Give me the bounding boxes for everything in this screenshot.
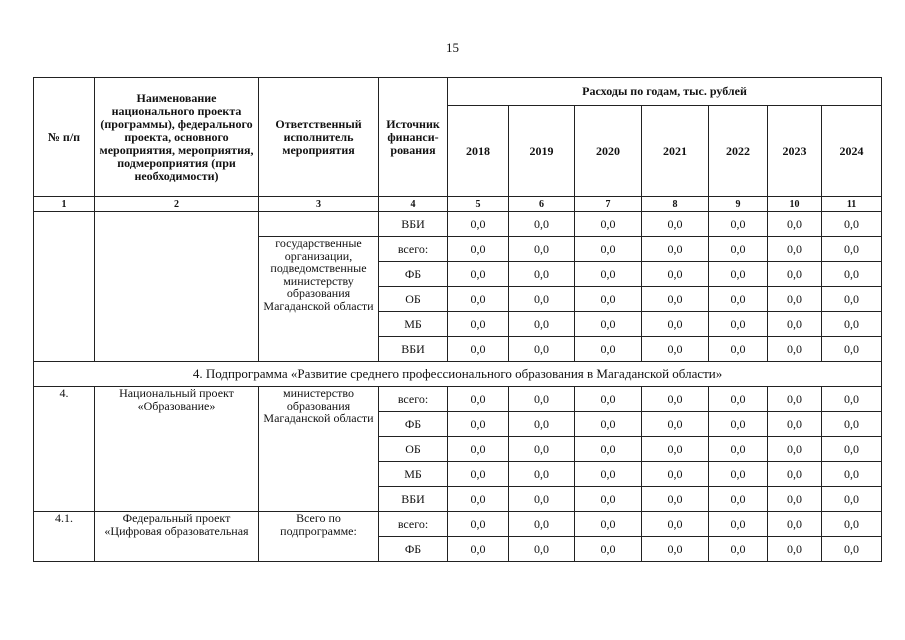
cell-value: 0,0 — [448, 312, 509, 337]
cell-source: ФБ — [379, 412, 448, 437]
cell-number-empty — [34, 212, 95, 362]
cell-value: 0,0 — [642, 487, 709, 512]
cell-value: 0,0 — [822, 512, 882, 537]
cell-value: 0,0 — [709, 512, 768, 537]
cell-value: 0,0 — [575, 437, 642, 462]
cell-value: 0,0 — [768, 412, 822, 437]
cell-value: 0,0 — [822, 537, 882, 562]
cell-value: 0,0 — [509, 312, 575, 337]
cell-value: 0,0 — [509, 437, 575, 462]
cell-value: 0,0 — [768, 537, 822, 562]
cell-value: 0,0 — [509, 512, 575, 537]
cell-value: 0,0 — [822, 212, 882, 237]
cell-value: 0,0 — [642, 537, 709, 562]
cell-value: 0,0 — [822, 387, 882, 412]
header-source: Источник финанси-рования — [379, 78, 448, 197]
cell-value: 0,0 — [642, 287, 709, 312]
cell-name: Федеральный проект «Цифровая образовательная — [95, 512, 259, 562]
section-row — [34, 362, 882, 387]
header-year: 2023 — [768, 106, 822, 197]
table-row — [34, 387, 882, 412]
column-number: 11 — [822, 197, 882, 212]
cell-value: 0,0 — [448, 337, 509, 362]
cell-value: 0,0 — [768, 237, 822, 262]
cell-value: 0,0 — [575, 462, 642, 487]
cell-value: 0,0 — [709, 262, 768, 287]
cell-source: МБ — [379, 312, 448, 337]
cell-value: 0,0 — [642, 412, 709, 437]
cell-executor-empty — [259, 212, 379, 237]
header-year: 2021 — [642, 106, 709, 197]
cell-source: ВБИ — [379, 337, 448, 362]
table-row — [34, 512, 882, 537]
cell-value: 0,0 — [575, 387, 642, 412]
cell-value: 0,0 — [575, 337, 642, 362]
cell-value: 0,0 — [642, 262, 709, 287]
cell-value: 0,0 — [642, 212, 709, 237]
cell-value: 0,0 — [768, 337, 822, 362]
column-number: 3 — [259, 197, 379, 212]
header-year: 2022 — [709, 106, 768, 197]
page-number: 15 — [446, 40, 459, 55]
header-year: 2024 — [822, 106, 882, 197]
header-number: № п/п — [34, 78, 95, 197]
column-numbers-row — [34, 197, 882, 212]
cell-value: 0,0 — [448, 437, 509, 462]
cell-value: 0,0 — [448, 262, 509, 287]
cell-value: 0,0 — [509, 337, 575, 362]
cell-value: 0,0 — [822, 412, 882, 437]
cell-source: всего: — [379, 512, 448, 537]
column-number: 7 — [575, 197, 642, 212]
cell-value: 0,0 — [509, 287, 575, 312]
cell-source: ОБ — [379, 287, 448, 312]
cell-value: 0,0 — [448, 462, 509, 487]
cell-value: 0,0 — [575, 262, 642, 287]
cell-value: 0,0 — [768, 487, 822, 512]
column-number: 6 — [509, 197, 575, 212]
cell-value: 0,0 — [509, 412, 575, 437]
cell-source: ОБ — [379, 437, 448, 462]
cell-value: 0,0 — [709, 212, 768, 237]
cell-value: 0,0 — [448, 387, 509, 412]
cell-source: всего: — [379, 387, 448, 412]
cell-value: 0,0 — [768, 437, 822, 462]
cell-source: ВБИ — [379, 487, 448, 512]
cell-value: 0,0 — [822, 337, 882, 362]
cell-value: 0,0 — [575, 537, 642, 562]
cell-executor: Всего по подпрограмме: — [259, 512, 379, 562]
cell-source: всего: — [379, 237, 448, 262]
cell-value: 0,0 — [768, 312, 822, 337]
cell-value: 0,0 — [642, 387, 709, 412]
cell-value: 0,0 — [768, 462, 822, 487]
header-year: 2019 — [509, 106, 575, 197]
cell-value: 0,0 — [768, 212, 822, 237]
cell-value: 0,0 — [822, 237, 882, 262]
column-number: 8 — [642, 197, 709, 212]
cell-value: 0,0 — [642, 462, 709, 487]
cell-number: 4.1. — [34, 512, 95, 562]
cell-value: 0,0 — [575, 237, 642, 262]
cell-value: 0,0 — [822, 262, 882, 287]
cell-value: 0,0 — [768, 387, 822, 412]
cell-value: 0,0 — [709, 412, 768, 437]
column-number: 10 — [768, 197, 822, 212]
header-expenses: Расходы по годам, тыс. рублей — [448, 78, 882, 106]
header-year: 2020 — [575, 106, 642, 197]
cell-number: 4. — [34, 387, 95, 512]
cell-value: 0,0 — [642, 312, 709, 337]
cell-value: 0,0 — [822, 312, 882, 337]
budget-table — [33, 77, 882, 562]
cell-value: 0,0 — [575, 287, 642, 312]
cell-value: 0,0 — [642, 237, 709, 262]
cell-value: 0,0 — [448, 287, 509, 312]
cell-source: ФБ — [379, 537, 448, 562]
cell-value: 0,0 — [448, 212, 509, 237]
cell-source: ФБ — [379, 262, 448, 287]
cell-value: 0,0 — [709, 437, 768, 462]
cell-value: 0,0 — [509, 262, 575, 287]
cell-executor: министерство образования Магаданской области — [259, 387, 379, 512]
cell-value: 0,0 — [509, 212, 575, 237]
cell-value: 0,0 — [822, 437, 882, 462]
cell-value: 0,0 — [509, 387, 575, 412]
cell-value: 0,0 — [822, 287, 882, 312]
cell-value: 0,0 — [642, 512, 709, 537]
cell-name-empty — [95, 212, 259, 362]
cell-value: 0,0 — [768, 262, 822, 287]
cell-value: 0,0 — [709, 237, 768, 262]
cell-value: 0,0 — [709, 287, 768, 312]
cell-value: 0,0 — [575, 312, 642, 337]
cell-value: 0,0 — [642, 337, 709, 362]
cell-value: 0,0 — [509, 537, 575, 562]
cell-value: 0,0 — [709, 462, 768, 487]
cell-value: 0,0 — [448, 512, 509, 537]
cell-executor: государственные организации, подведомственные министерству образования Магаданской области — [259, 237, 379, 362]
cell-value: 0,0 — [575, 212, 642, 237]
cell-value: 0,0 — [642, 437, 709, 462]
section-title: 4. Подпрограмма «Развитие среднего профессионального образования в Магаданской области» — [34, 362, 882, 387]
cell-source: ВБИ — [379, 212, 448, 237]
column-number: 4 — [379, 197, 448, 212]
column-number: 1 — [34, 197, 95, 212]
cell-value: 0,0 — [709, 487, 768, 512]
cell-value: 0,0 — [448, 412, 509, 437]
cell-value: 0,0 — [822, 487, 882, 512]
column-number: 2 — [95, 197, 259, 212]
cell-value: 0,0 — [822, 462, 882, 487]
cell-value: 0,0 — [768, 287, 822, 312]
cell-name: Национальный проект «Образование» — [95, 387, 259, 512]
cell-value: 0,0 — [709, 537, 768, 562]
cell-value: 0,0 — [448, 237, 509, 262]
cell-value: 0,0 — [768, 512, 822, 537]
header-year: 2018 — [448, 106, 509, 197]
cell-value: 0,0 — [575, 512, 642, 537]
column-number: 5 — [448, 197, 509, 212]
cell-value: 0,0 — [448, 487, 509, 512]
cell-value: 0,0 — [575, 412, 642, 437]
column-number: 9 — [709, 197, 768, 212]
header-name: Наименование национального проекта (программы), федерального проекта, основного мероприятия, мероприятия, подмероприятия (при необходимости) — [95, 78, 259, 197]
cell-value: 0,0 — [448, 537, 509, 562]
cell-value: 0,0 — [575, 487, 642, 512]
cell-value: 0,0 — [709, 312, 768, 337]
cell-value: 0,0 — [509, 462, 575, 487]
cell-value: 0,0 — [709, 337, 768, 362]
header-executor: Ответственный исполнитель мероприятия — [259, 78, 379, 197]
cell-value: 0,0 — [509, 237, 575, 262]
cell-value: 0,0 — [709, 387, 768, 412]
cell-source: МБ — [379, 462, 448, 487]
cell-value: 0,0 — [509, 487, 575, 512]
table-row — [34, 212, 882, 237]
